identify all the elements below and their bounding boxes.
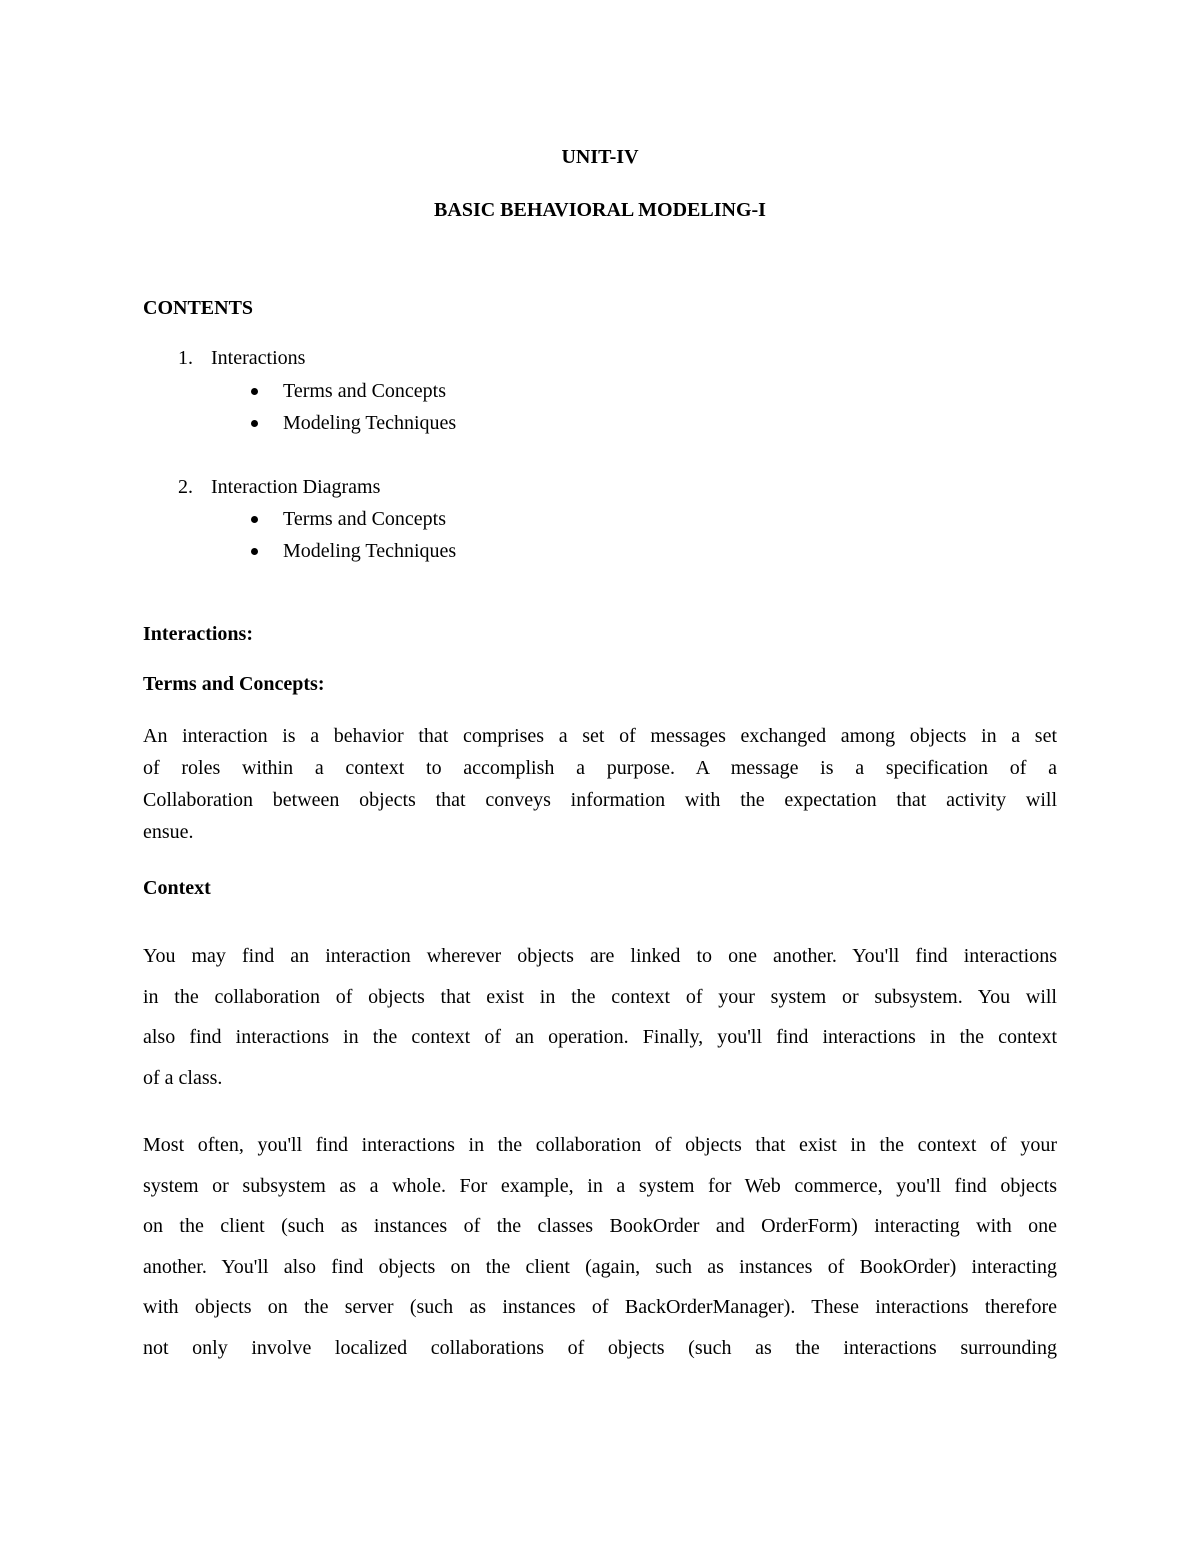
contents-item-number: 2. bbox=[178, 476, 193, 498]
contents-heading: CONTENTS bbox=[143, 297, 254, 319]
context-paragraph-1 bbox=[143, 936, 1057, 1098]
document-title: BASIC BEHAVIORAL MODELING-I bbox=[434, 199, 766, 221]
bullet-icon bbox=[251, 420, 258, 427]
paragraph-line: Most often, you'll find interactions in the collaboration of objects that exist in the context of your bbox=[143, 1134, 1057, 1156]
paragraph-line: of roles within a context to accomplish a purpose. A message is a specification of a bbox=[143, 757, 1057, 779]
context-paragraph-2 bbox=[143, 1125, 1057, 1368]
paragraph-line: with objects on the server (such as instances of BackOrderManager). These interactions therefore bbox=[143, 1296, 1057, 1318]
paragraph-line: in the collaboration of objects that exist in the context of your system or subsystem. You will bbox=[143, 985, 1057, 1008]
section-heading-interactions: Interactions: bbox=[143, 623, 253, 645]
contents-item-interactions: Interactions bbox=[211, 347, 306, 369]
contents-subitem: Modeling Techniques bbox=[283, 412, 457, 434]
paragraph-line: You may find an interaction wherever objects are linked to one another. You'll find interactions bbox=[143, 945, 1057, 967]
contents-item-interaction-diagrams: Interaction Diagrams bbox=[211, 476, 381, 498]
paragraph-line: ensue. bbox=[143, 821, 194, 843]
paragraph-line: system or subsystem as a whole. For example, in a system for Web commerce, you'll find objects bbox=[143, 1174, 1057, 1197]
paragraph-line: not only involve localized collaborations of objects (such as the interactions surrounding bbox=[143, 1336, 1057, 1359]
unit-heading: UNIT-IV bbox=[561, 146, 639, 168]
contents-subitem: Terms and Concepts bbox=[283, 380, 447, 402]
paragraph-line: another. You'll also find objects on the client (again, such as instances of BookOrder) interacting bbox=[143, 1255, 1057, 1278]
paragraph-line: of a class. bbox=[143, 1066, 223, 1089]
contents-item-number: 1. bbox=[178, 347, 193, 369]
contents-subitem: Modeling Techniques bbox=[283, 540, 457, 562]
paragraph-line: An interaction is a behavior that comprises a set of messages exchanged among objects in a set bbox=[143, 725, 1057, 747]
contents-subitem: Terms and Concepts bbox=[283, 508, 447, 530]
bullet-icon bbox=[251, 388, 258, 395]
paragraph-line: on the client (such as instances of the classes BookOrder and OrderForm) interacting with one bbox=[143, 1215, 1057, 1237]
bullet-icon bbox=[251, 516, 258, 523]
bullet-icon bbox=[251, 548, 258, 555]
paragraph-line: Collaboration between objects that conveys information with the expectation that activity will bbox=[143, 789, 1057, 811]
paragraph-line: also find interactions in the context of an operation. Finally, you'll find interactions in the context bbox=[143, 1026, 1057, 1048]
section-heading-terms: Terms and Concepts: bbox=[143, 673, 325, 695]
terms-paragraph bbox=[143, 720, 1057, 848]
section-heading-context: Context bbox=[143, 877, 211, 899]
